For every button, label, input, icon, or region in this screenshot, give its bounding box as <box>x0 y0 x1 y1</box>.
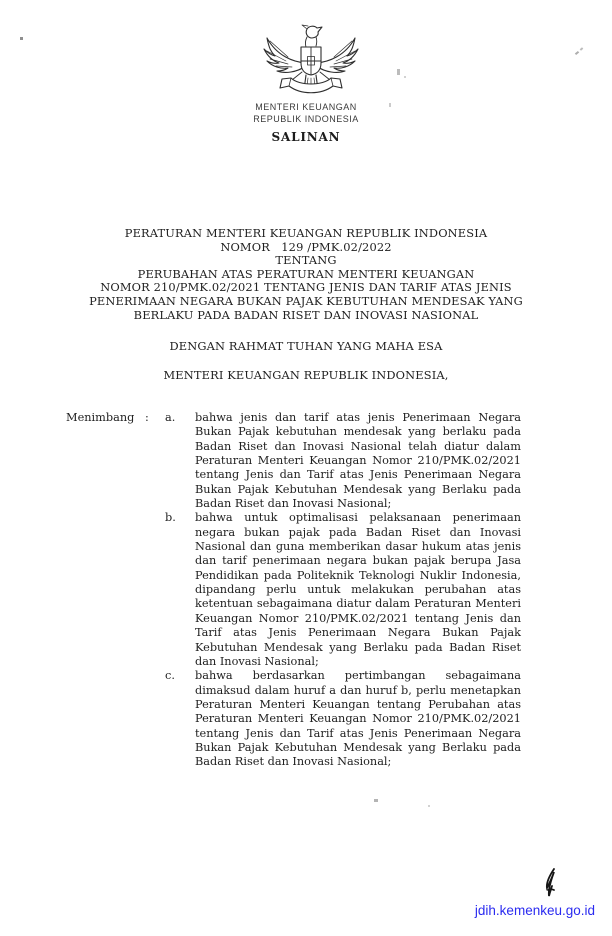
handwritten-initial-mark <box>539 867 559 903</box>
scan-speck <box>397 69 400 75</box>
title-line-6: PENERIMAAN NEGARA BUKAN PAJAK KEBUTUHAN MENDESAK YANG <box>89 293 523 308</box>
considerations-section <box>66 411 521 770</box>
consideration-item-c <box>165 669 521 769</box>
title-line-4: PERUBAHAN ATAS PERATURAN MENTERI KEUANGAN <box>137 266 475 281</box>
invocation-line: DENGAN RAHMAT TUHAN YANG MAHA ESA <box>169 339 443 353</box>
item-text-b: bahwa untuk optimalisasi pelaksanaan penerimaan negara bukan pajak pada Badan Riset dan Inovasi Nasional dan guna memberikan dasar hukum atas jenis dan tarif penerimaan negara bukan pajak berupa Jasa Pendidikan pada Politeknik Teknologi Nuklir Indonesia, dipandang perlu untuk melakukan perubahan atas ketentuan sebagaimana diatur dalam Peraturan Menteri Keuangan Nomor 210/PMK.02/2021 tentang Jenis dan Tarif atas Jenis Penerimaan Negara Bukan Pajak Kebutuhan Mendesak yang Berlaku pada Badan Riset dan Inovasi Nasional; <box>195 511 521 668</box>
considerations-separator: : <box>145 411 149 424</box>
item-marker-b: b. <box>165 511 176 525</box>
item-text-a: bahwa jenis dan tarif atas jenis Penerimaan Negara Bukan Pajak kebutuhan mendesak yang berlaku pada Badan Riset dan Inovasi Nasional telah diatur dalam Peraturan Menteri Keuangan Nomor 210/PMK.02/2021 tentang Jenis dan Tarif atas Jenis Penerimaan Negara Bukan Pajak Kebutuhan Mendesak yang Berlaku pada Badan Riset dan Inovasi Nasional; <box>195 411 521 511</box>
scan-speck <box>374 799 378 802</box>
scan-speck <box>404 76 406 78</box>
title-line-3: TENTANG <box>275 253 337 268</box>
title-line-1: PERATURAN MENTERI KEUANGAN REPUBLIK INDONESIA <box>124 226 488 240</box>
item-marker-a: a. <box>165 411 176 424</box>
item-text-c: bahwa berdasarkan pertimbangan sebagaimana dimaksud dalam huruf a dan huruf b, perlu menetapkan Peraturan Menteri Keuangan tentang Perubahan atas Peraturan Menteri Keuangan Nomor 210/PMK.02/2021 tentang Jenis dan Tarif atas Jenis Penerimaan Negara Bukan Pajak Kebutuhan Mendesak yang Berlaku pada Badan Riset dan Inovasi Nasional; <box>195 669 521 769</box>
scan-speck <box>575 51 579 55</box>
scan-speck <box>20 37 23 40</box>
item-marker-c: c. <box>165 669 175 683</box>
scan-speck <box>389 103 391 107</box>
consideration-item-a <box>165 411 521 511</box>
scan-speck <box>428 805 430 807</box>
regulation-title <box>0 227 612 322</box>
jdih-watermark-link[interactable]: jdih.kemenkeu.go.id <box>474 903 595 918</box>
ministry-name-line1: MENTERI KEUANGAN <box>255 102 357 112</box>
copy-stamp-label: SALINAN <box>271 130 341 144</box>
title-line-2: NOMOR 129 /PMK.02/2022 <box>220 239 392 254</box>
title-line-7: BERLAKU PADA BADAN RISET DAN INOVASI NASIONAL <box>133 307 479 322</box>
garuda-pancasila-emblem-icon <box>261 22 361 100</box>
ministry-name-line2: REPUBLIK INDONESIA <box>253 113 359 124</box>
considerations-label: Menimbang <box>66 411 135 424</box>
authority-line: MENTERI KEUANGAN REPUBLIK INDONESIA, <box>163 368 449 382</box>
title-line-5: NOMOR 210/PMK.02/2021 TENTANG JENIS DAN TARIF ATAS JENIS <box>100 280 512 295</box>
consideration-item-b <box>165 511 521 669</box>
scan-speck <box>580 47 584 50</box>
